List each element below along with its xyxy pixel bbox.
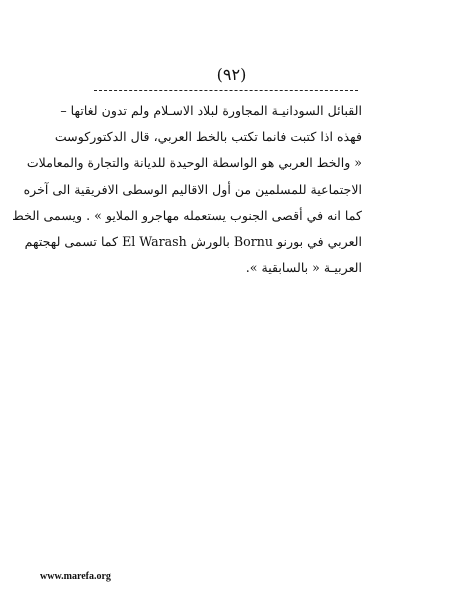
text-line: القبائل السودانيـة المجاورة لبلاد الاسـلام ولم تدون لغاتها – xyxy=(60,103,362,118)
text-line: العربي في بورنو Bornu بالورش El Warash كما تسمى لهجتهم xyxy=(24,233,362,249)
text-line: العربيـة « بالسابقية ». xyxy=(245,260,362,276)
header-rule xyxy=(94,90,358,91)
page-number: (٩٢) xyxy=(216,65,247,84)
text-line: كما انه في أقصى الجنوب يستعمله مهاجرو الملايو » . ويسمى الخط xyxy=(12,207,362,223)
source-footer: www.marefa.org xyxy=(40,571,111,582)
text-line: الاجتماعية للمسلمين من أول الاقاليم الوسطى الافريقية الى آخره xyxy=(23,181,362,197)
text-line: فهذه اذا كتبت فانما تكتب بالخط العربي، قال الدكتوركوست xyxy=(54,129,362,145)
text-line: « والخط العربي هو الواسطة الوحيدة للديانة والتجارة والمعاملات xyxy=(26,155,362,171)
body-text xyxy=(12,98,362,281)
